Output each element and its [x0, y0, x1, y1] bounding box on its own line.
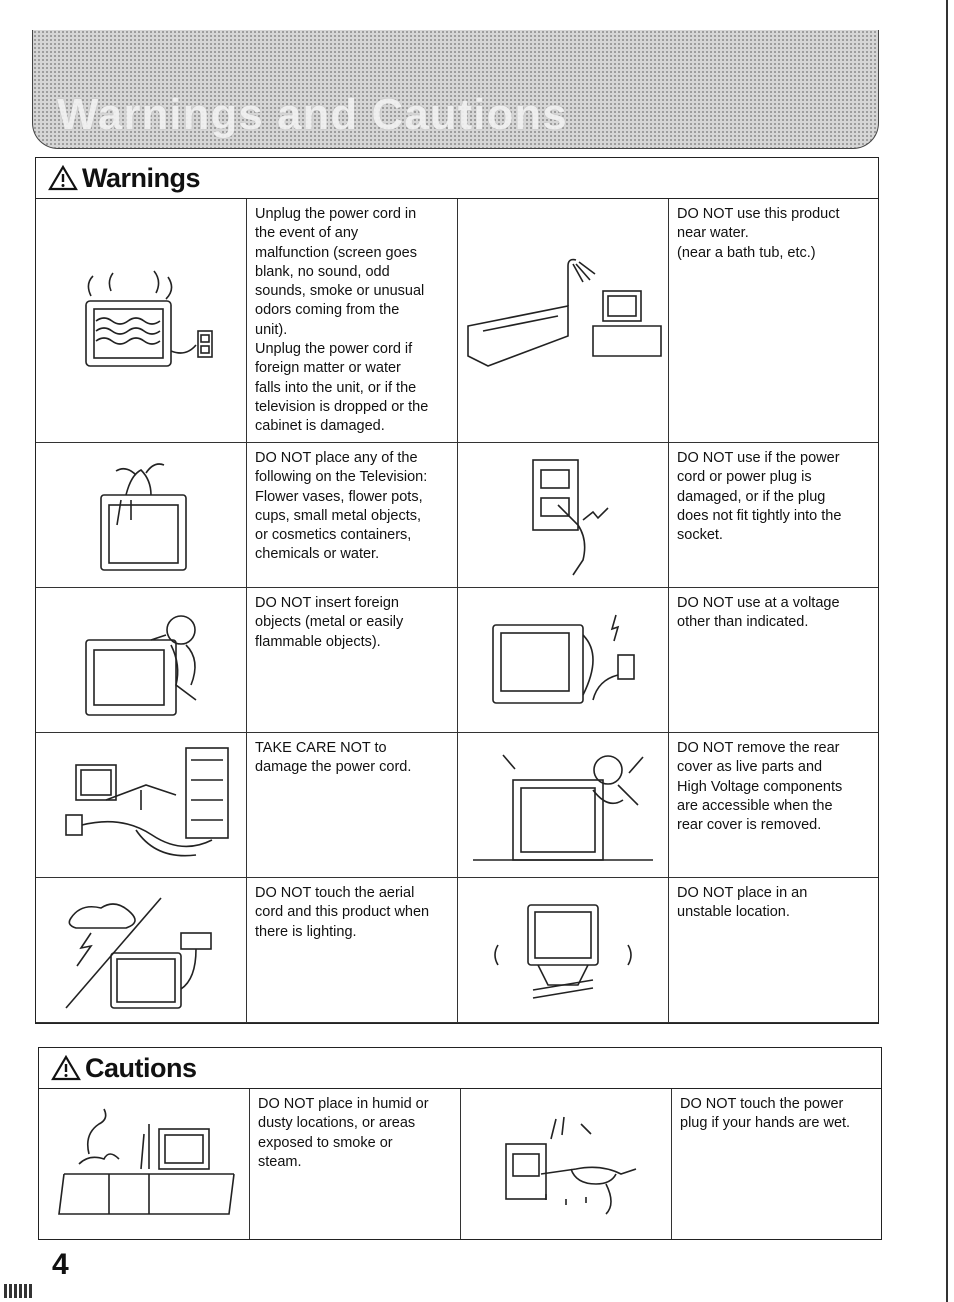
- warning-text-2: DO NOT use this product near water. (near a bath tub, etc.): [669, 199, 878, 443]
- damaged-plug-illustration-icon: [503, 450, 623, 580]
- caution-image-2: [461, 1089, 672, 1239]
- warning-text-7: TAKE CARE NOT to damage the power cord.: [247, 733, 458, 878]
- kitchen-steam-illustration-icon: [49, 1104, 239, 1224]
- cautions-heading: [39, 1048, 881, 1089]
- warning-image-4: [458, 443, 669, 588]
- power-cord-damage-illustration-icon: [46, 740, 236, 870]
- rear-cover-illustration-icon: [468, 745, 658, 865]
- warnings-heading: [36, 158, 878, 199]
- warning-image-2: [458, 199, 669, 443]
- warning-text-5: DO NOT insert foreign objects (metal or easily flammable objects).: [247, 588, 458, 733]
- vase-on-tv-illustration-icon: [81, 455, 201, 575]
- caution-triangle-icon: [51, 1055, 81, 1081]
- warning-text-1: Unplug the power cord in the event of any malfunction (screen goes blank, no sound, odd sounds, smoke or unusual odors coming from the unit). Unplug the power cord if foreign matter or water falls into the unit, or if the television is dropped or the cabinet is damaged.: [247, 199, 458, 443]
- banner-title: Warnings and Cautions: [57, 90, 568, 139]
- unstable-location-illustration-icon: [488, 890, 638, 1010]
- warning-text-4: DO NOT use if the power cord or power plug is damaged, or if the plug does not fit tightly into the socket.: [669, 443, 878, 588]
- warnings-grid: [36, 199, 878, 1023]
- caution-text-1: DO NOT place in humid or dusty locations, or areas exposed to smoke or steam.: [250, 1089, 461, 1239]
- page-number: 4: [52, 1248, 69, 1281]
- bathtub-tv-illustration-icon: [463, 256, 663, 386]
- caution-image-1: [39, 1089, 250, 1239]
- cautions-grid: [39, 1089, 881, 1239]
- caution-text-2: DO NOT touch the power plug if your hands are wet.: [680, 1096, 851, 1132]
- corner-registration-mark: [4, 1284, 34, 1298]
- warning-image-3: [36, 443, 247, 588]
- child-inserting-object-illustration-icon: [66, 600, 216, 720]
- warning-text-8: DO NOT remove the rear cover as live parts and High Voltage components are accessible when the rear cover is removed.: [669, 733, 878, 878]
- header-banner: [32, 30, 879, 149]
- warning-text-10: DO NOT place in an unstable location.: [669, 878, 878, 1023]
- warning-text-3: DO NOT place any of the following on the Television: Flower vases, flower pots, cups, small metal objects, or cosmetics containers, chemicals or water.: [247, 443, 458, 588]
- warning-image-1: [36, 199, 247, 443]
- tv-malfunction-illustration-icon: [56, 261, 226, 381]
- warning-triangle-icon: [48, 165, 78, 191]
- warning-image-6: [458, 588, 669, 733]
- page-edge-line: [946, 0, 948, 1302]
- warning-image-5: [36, 588, 247, 733]
- warning-image-9: [36, 878, 247, 1023]
- warning-image-7: [36, 733, 247, 878]
- wet-hands-plug-illustration-icon: [486, 1109, 646, 1219]
- cautions-section: [38, 1047, 882, 1240]
- lightning-illustration-icon: [51, 888, 231, 1013]
- warning-image-10: [458, 878, 669, 1023]
- warnings-section: [35, 157, 879, 1024]
- warnings-heading-label: Warnings: [82, 162, 201, 193]
- warning-text-6: DO NOT use at a voltage other than indicated.: [669, 588, 878, 733]
- voltage-illustration-icon: [478, 605, 648, 715]
- warning-text-9: DO NOT touch the aerial cord and this product when there is lighting.: [247, 878, 458, 1023]
- warning-image-8: [458, 733, 669, 878]
- cautions-heading-label: Cautions: [85, 1052, 197, 1083]
